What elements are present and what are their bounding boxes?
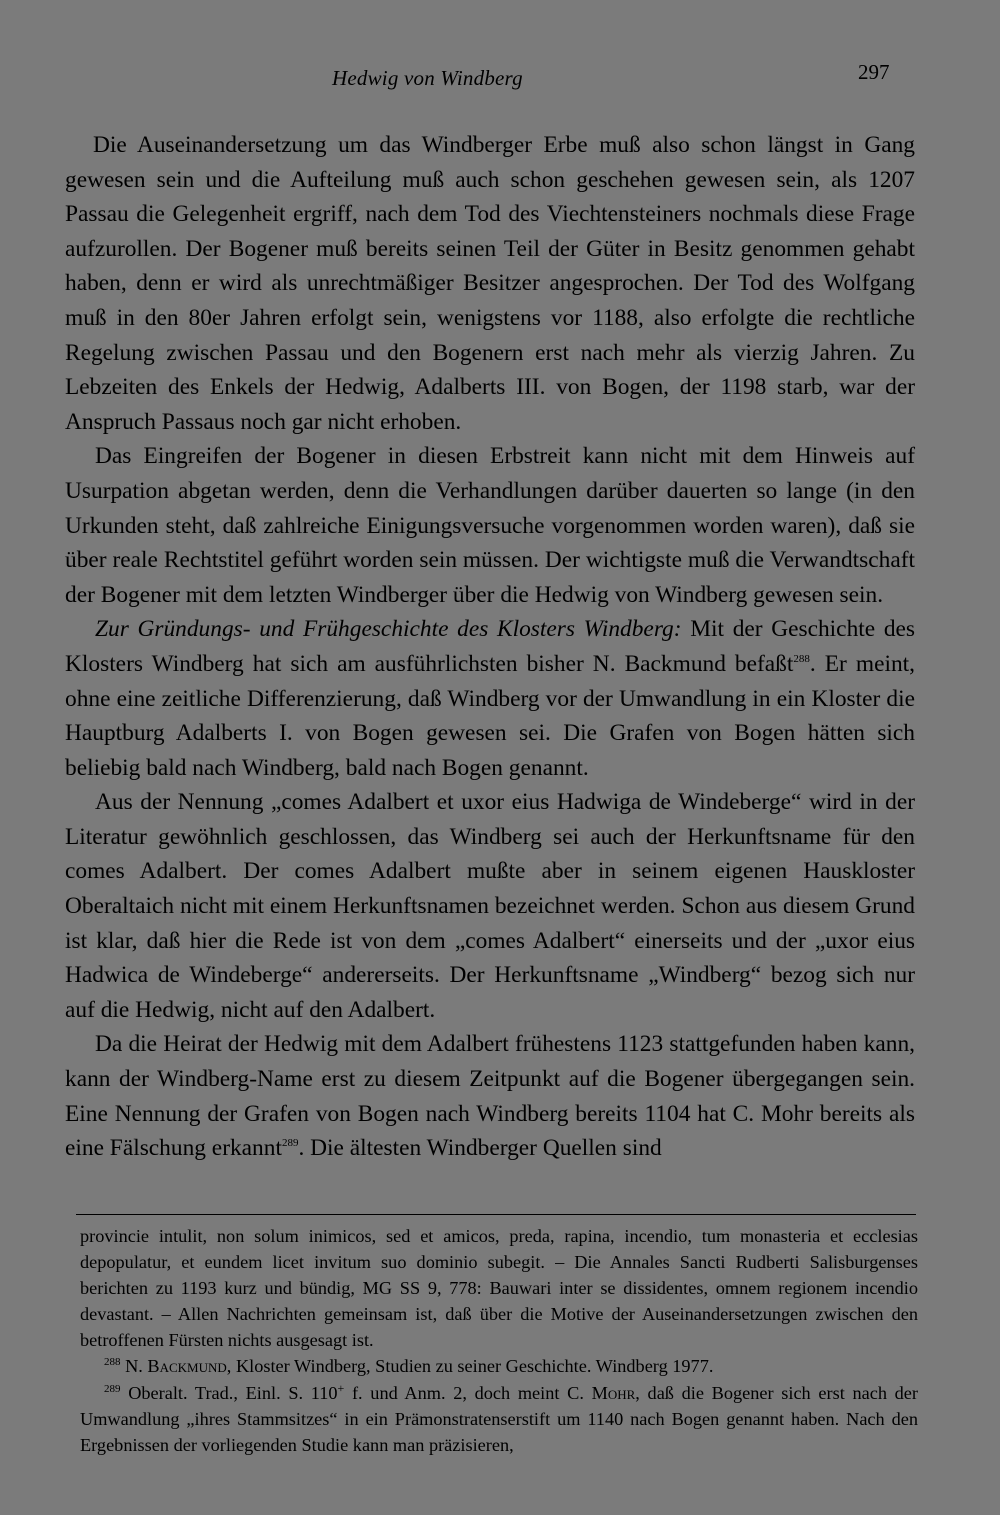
footnote-mark-288: 288: [104, 1356, 121, 1369]
footnote-289-text-b: f. und Anm. 2, doch meint: [344, 1382, 568, 1403]
paragraph-3-text-b: . Er meint, ohne eine zeitliche Differenzierung, daß Windberg vor der Umwandlung in ein Kloster die Hauptburg Adalberts I. von Bogen gewesen sei. Die Grafen von Bogen hätten sich beliebig bald nach Windberg, bald nach Bogen genannt.: [65, 650, 915, 781]
footnote-289-text-a: Oberalt. Trad., Einl. S. 110: [128, 1382, 338, 1403]
footnote-289-author: C. Mohr: [567, 1382, 636, 1403]
page-number: 297: [858, 60, 890, 84]
main-text: [65, 128, 915, 1166]
footnote-289-plus: +: [337, 1380, 345, 1395]
page-header: [0, 58, 1000, 98]
footnotes: [80, 1223, 918, 1458]
footnote-continued: provincie intulit, non solum inimicos, sed et amicos, preda, rapina, incendio, tum monasteria et ecclesias depopulatur, et eundem licet invitum suo dominio subegit. – Die Annales Sancti Rudberti Salisburgenses berichten zu 1193 kurz und bündig, MG SS 9, 778: Bauwari inter se dissidentes, omnem regionem incendio devastant. – Allen Nachrichten gemeinsam ist, daß über die Motive der Auseinandersetzungen zwischen den betroffenen Fürsten nichts ausgesagt ist.: [80, 1226, 918, 1351]
paragraph-3: [65, 612, 915, 785]
footnote-ref-288: 288: [793, 653, 810, 666]
paragraph-5-text-b: . Die ältesten Windberger Quellen sind: [298, 1135, 662, 1162]
footnote-288: [80, 1353, 918, 1379]
paragraph-5: [65, 1027, 915, 1165]
section-heading: Zur Gründungs- und Frühgeschichte des Klosters Windberg:: [95, 616, 682, 643]
paragraph-1: Die Auseinandersetzung um das Windberger Erbe muß also schon längst in Gang gewesen sein und die Aufteilung muß auch schon geschehen gewesen sein, als 1207 Passau die Gelegenheit ergriff, nach dem Tod des Viechtensteiners nochmals diese Frage aufzurollen. Der Bogener muß bereits seinen Teil der Güter in Besitz genommen gehabt haben, denn er wird als unrechtmäßiger Besitzer angesprochen. Der Tod des Wolfgang muß in den 80er Jahren erfolgt sein, wenigstens vor 1188, also erfolgte die rechtliche Regelung zwischen Passau und den Bogenern erst nach mehr als vierzig Jahren. Zu Lebzeiten des Enkels der Hedwig, Adalberts III. von Bogen, der 1198 starb, war der Anspruch Passaus noch gar nicht erhoben.: [65, 132, 915, 435]
paragraph-3-text-a: Mit der Geschichte des Klosters Windberg hat sich am ausführlichsten bisher N. Backmund befaßt: [65, 616, 915, 677]
footnote-289-text-c: , daß die Bogener sich erst nach der Umwandlung „ihres Stammsitzes“ in ein Prämonstratenserstift um 1140 nach Bogen genannt haben. Nach den Ergebnissen der vorliegenden Studie kann man präzisieren,: [80, 1382, 918, 1455]
footnote-288-author: N. Backmund: [125, 1356, 227, 1377]
footnote-ref-289: 289: [281, 1137, 299, 1150]
footnote-mark-289: 289: [104, 1382, 121, 1395]
paragraph-2: Das Eingreifen der Bogener in diesen Erbstreit kann nicht mit dem Hinweis auf Usurpation abgetan werden, denn die Verhandlungen darüber dauerten so lange (in den Urkunden steht, daß zahlreiche Einigungsversuche vorgenommen worden waren), daß sie über reale Rechtstitel geführt worden sein müssen. Der wichtigste muß die Verwandtschaft der Bogener mit dem letzten Windberger über die Hedwig von Windberg gewesen sein.: [65, 443, 915, 608]
running-title: Hedwig von Windberg: [332, 66, 523, 90]
paragraph-4: Aus der Nennung „comes Adalbert et uxor eius Hadwiga de Windeberge“ wird in der Literatur gewöhnlich geschlossen, das Windberg sei auch der Herkunftsname für den comes Adalbert. Der comes Adalbert mußte aber in seinem eigenen Hauskloster Oberaltaich nicht mit einem Herkunftsnamen bezeichnet werden. Schon aus diesem Grund ist klar, daß hier die Rede ist von dem „comes Adalbert“ einerseits und der „uxor eius Hadwica de Windeberge“ andererseits. Der Herkunftsname „Windberg“ bezog sich nur auf die Hedwig, nicht auf den Adalbert.: [65, 789, 915, 1023]
paragraph-5-text-a: Da die Heirat der Hedwig mit dem Adalbert frühestens 1123 stattgefunden haben kann, kann der Windberg-Name erst zu diesem Zeitpunkt auf die Bogener übergegangen sein. Eine Nennung der Grafen von Bogen nach Windberg bereits 1104 hat C. Mohr bereits als eine Fälschung erkannt: [65, 1031, 915, 1162]
footnote-divider: [76, 1214, 916, 1215]
footnote-289: [80, 1380, 918, 1458]
footnote-288-text: , Kloster Windberg, Studien zu seiner Geschichte. Windberg 1977.: [226, 1356, 714, 1377]
